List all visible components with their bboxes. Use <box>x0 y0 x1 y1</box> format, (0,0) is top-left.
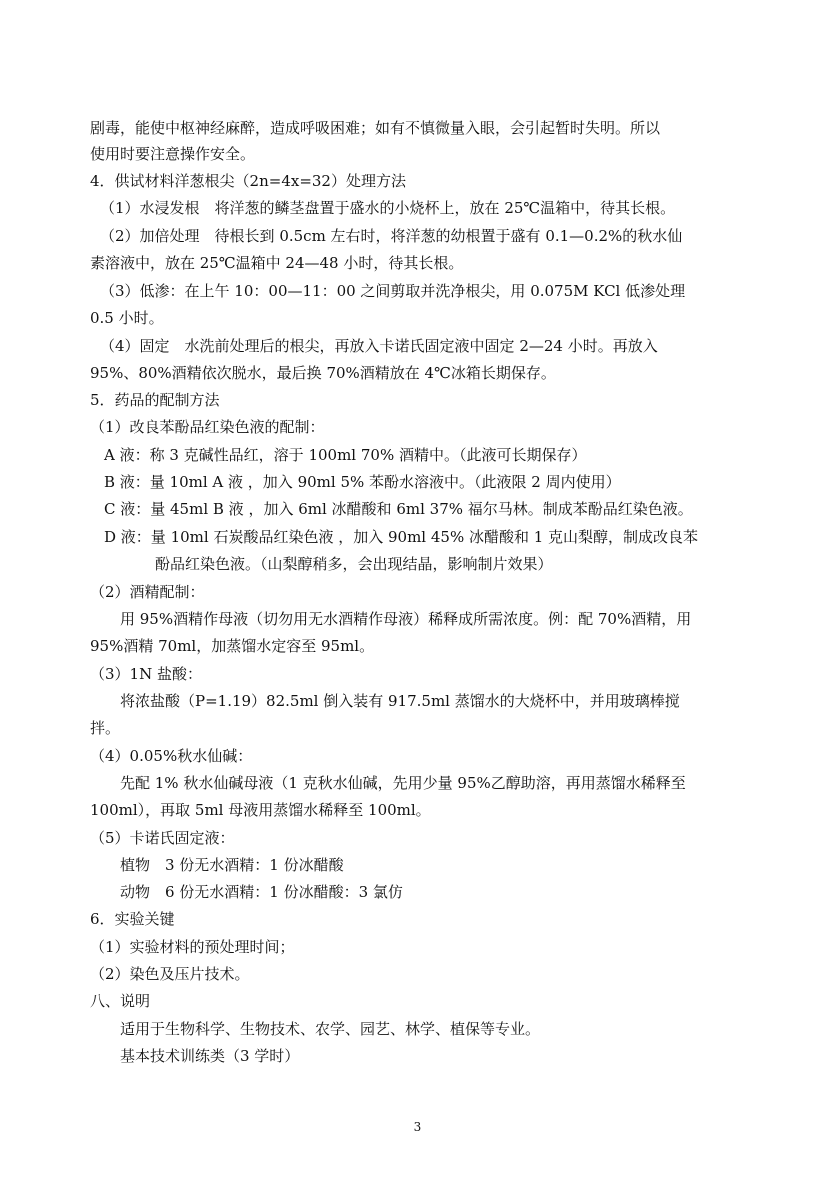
text-line: 素溶液中，放在 25℃温箱中 24—48 小时，待其长根。 <box>90 254 464 272</box>
text-line: 拌。 <box>90 719 121 737</box>
text-line: B 液：量 10ml A 液 ，加入 90ml 5% 苯酚水溶液中。（此液限 2 周内使用） <box>104 473 621 491</box>
subsection-heading: （5）卡诺氏固定液： <box>90 829 235 847</box>
text-line: （3）低渗：在上午 10：00—11：00 之间剪取并洗净根尖，用 0.075M KCl 低渗处理 <box>100 282 686 300</box>
section-heading: 5．药品的配制方法 <box>90 391 220 409</box>
text-line: 剧毒，能使中枢神经麻醉，造成呼吸困难；如有不慎微量入眼，会引起暂时失明。所以 <box>90 119 661 137</box>
text-line: 动物 6 份无水酒精：1 份冰醋酸：3 氯仿 <box>120 883 403 901</box>
text-line: C 液：量 45ml B 液 ，加入 6ml 冰醋酸和 6ml 37% 福尔马林。制成苯酚品红染色液。 <box>104 500 693 518</box>
subsection-heading: （2）酒精配制： <box>90 583 205 601</box>
text-line: 植物 3 份无水酒精：1 份冰醋酸 <box>120 856 344 874</box>
text-line: 基本技术训练类（3 学时） <box>120 1047 300 1065</box>
text-line: 先配 1% 秋水仙碱母液（1 克秋水仙碱，先用少量 95%乙醇助溶，再用蒸馏水稀释至 <box>120 774 686 792</box>
text-line: 0.5 小时。 <box>90 309 164 327</box>
page-number: 3 <box>413 1120 422 1134</box>
text-line: （4）固定 水洗前处理后的根尖，再放入卡诺氏固定液中固定 2—24 小时。再放入 <box>100 337 658 355</box>
text-line: 用 95%酒精作母液（切勿用无水酒精作母液）稀释成所需浓度。例：配 70%酒精，用 <box>120 610 692 628</box>
text-line: 使用时要注意操作安全。 <box>90 145 256 163</box>
text-line: （2）加倍处理 待根长到 0.5cm 左右时，将洋葱的幼根置于盛有 0.1—0.2%的秋水仙 <box>100 227 683 245</box>
text-line: （2）染色及压片技术。 <box>90 965 250 983</box>
text-line: 95%酒精 70ml，加蒸馏水定容至 95ml。 <box>90 637 375 655</box>
text-line: 95%、80%酒精依次脱水，最后换 70%酒精放在 4℃冰箱长期保存。 <box>90 364 556 382</box>
text-line: （1）实验材料的预处理时间； <box>90 938 295 956</box>
subsection-heading: （4）0.05%秋水仙碱： <box>90 747 253 765</box>
section-heading: 4．供试材料洋葱根尖（2n=4x=32）处理方法 <box>90 172 406 190</box>
text-line: 将浓盐酸（P=1.19）82.5ml 倒入装有 917.5ml 蒸馏水的大烧杯中，并用玻璃棒搅 <box>120 692 680 710</box>
subsection-heading: （3）1N 盐酸： <box>90 665 202 683</box>
text-line: 100ml），再取 5ml 母液用蒸馏水稀释至 100ml。 <box>90 801 431 819</box>
chapter-heading: 八、说明 <box>90 992 151 1010</box>
subsection-heading: （1）改良苯酚品红染色液的配制： <box>90 418 325 436</box>
text-line: 酚品红染色液。（山梨醇稍多，会出现结晶，影响制片效果） <box>155 555 553 573</box>
section-heading: 6．实验关键 <box>90 910 175 928</box>
text-line: 适用于生物科学、生物技术、农学、园艺、林学、植保等专业。 <box>120 1020 541 1038</box>
text-line: A 液：称 3 克碱性品红，溶于 100ml 70% 酒精中。（此液可长期保存） <box>104 446 587 464</box>
text-line: （1）水浸发根 将洋葱的鳞茎盘置于盛水的小烧杯上，放在 25℃温箱中，待其长根。 <box>100 199 676 217</box>
text-line: D 液：量 10ml 石炭酸品红染色液 ，加入 90ml 45% 冰醋酸和 1 克山梨醇，制成改良苯 <box>104 528 699 546</box>
